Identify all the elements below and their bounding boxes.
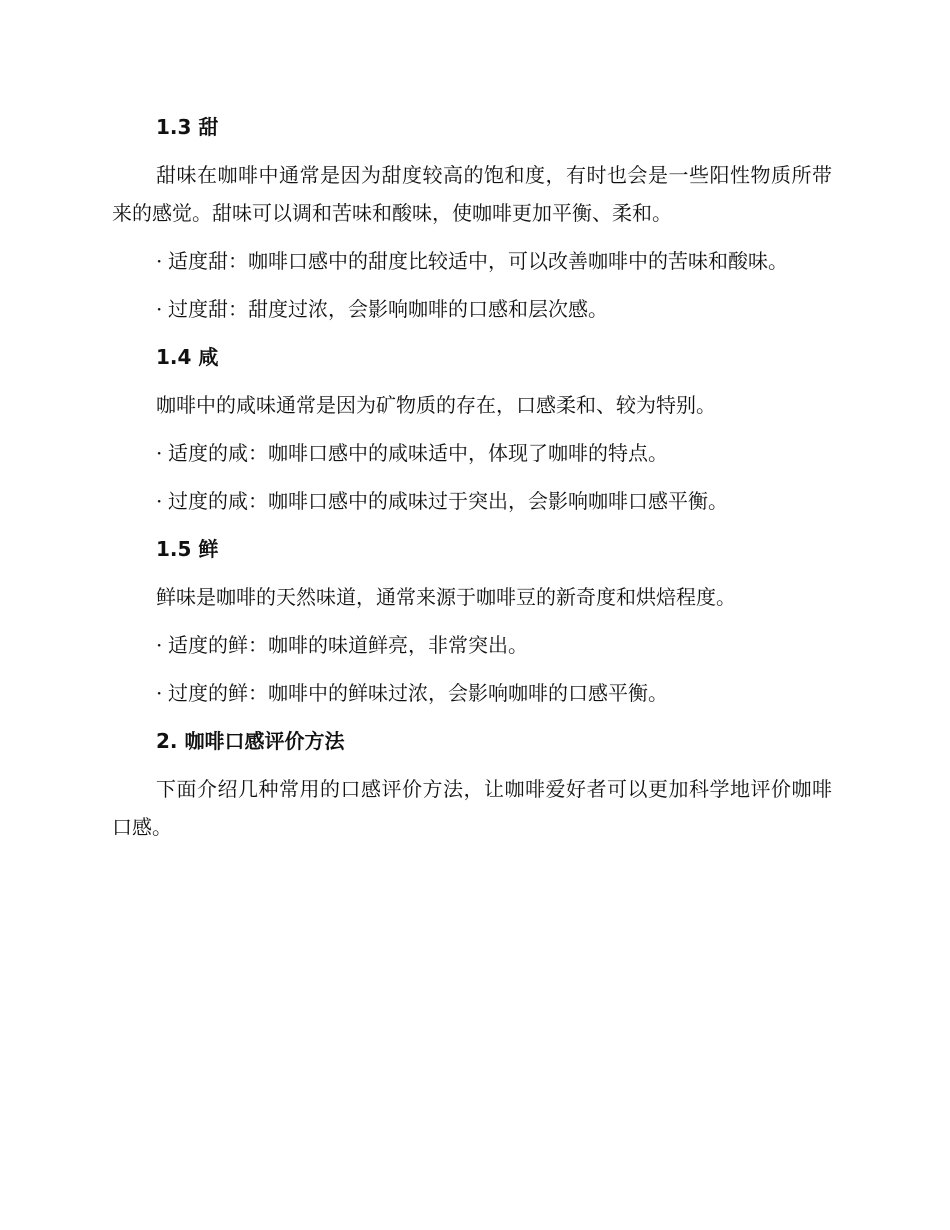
section-paragraph-sweet: 甜味在咖啡中通常是因为甜度较高的饱和度，有时也会是一些阳性物质所带来的感觉。甜味可以调和苦味和酸味，使咖啡更加平衡、柔和。	[112, 163, 832, 225]
bullet-text: 过度的鲜：咖啡中的鲜味过浓，会影响咖啡的口感平衡。	[168, 681, 668, 705]
bullet-text: 适度甜：咖啡口感中的甜度比较适中，可以改善咖啡中的苦味和酸味。	[168, 249, 788, 273]
section-heading-umami: 1.5 鲜	[156, 537, 219, 561]
bullet-item	[112, 434, 832, 472]
bullet-item	[112, 242, 832, 280]
bullet-text: 适度的鲜：咖啡的味道鲜亮，非常突出。	[168, 633, 528, 657]
section-paragraph-evaluation-methods: 下面介绍几种常用的口感评价方法，让咖啡爱好者可以更加科学地评价咖啡口感。	[112, 777, 832, 839]
bullet-text: 适度的咸：咖啡口感中的咸味适中，体现了咖啡的特点。	[168, 441, 668, 465]
bullet-dot: ·	[156, 489, 163, 513]
bullet-item	[112, 626, 832, 664]
bullet-dot: ·	[156, 681, 163, 705]
bullet-item	[112, 290, 832, 328]
bullet-item	[112, 482, 832, 520]
section-paragraph-umami: 鲜味是咖啡的天然味道，通常来源于咖啡豆的新奇度和烘焙程度。	[156, 585, 736, 609]
section-heading-salty: 1.4 咸	[156, 345, 219, 369]
section-heading-evaluation-methods: 2. 咖啡口感评价方法	[156, 729, 345, 753]
bullet-text: 过度甜：甜度过浓，会影响咖啡的口感和层次感。	[168, 297, 608, 321]
bullet-dot: ·	[156, 249, 163, 273]
bullet-item	[112, 674, 832, 712]
bullet-text: 过度的咸：咖啡口感中的咸味过于突出，会影响咖啡口感平衡。	[168, 489, 728, 513]
section-paragraph-salty: 咖啡中的咸味通常是因为矿物质的存在，口感柔和、较为特别。	[156, 393, 716, 417]
bullet-dot: ·	[156, 297, 163, 321]
bullet-dot: ·	[156, 633, 163, 657]
bullet-dot: ·	[156, 441, 163, 465]
document-body	[112, 108, 832, 856]
section-heading-sweet: 1.3 甜	[156, 115, 219, 139]
